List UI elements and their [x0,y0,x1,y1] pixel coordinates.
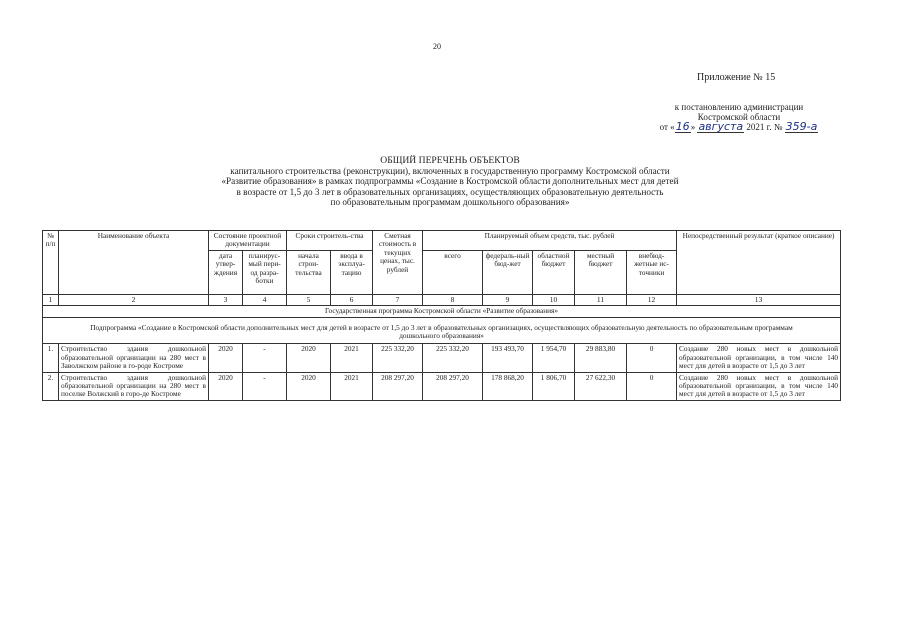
col-num-5: 5 [287,294,331,305]
col-num-6: 6 [331,294,373,305]
header-planned-funds: Планируемый объем средств, тыс. рублей [423,231,677,251]
row-total: 208 297,20 [423,372,483,400]
header-local: местный бюджет [575,250,627,294]
row-start: 2020 [287,344,331,372]
header-federal: федераль-ный бюд-жет [483,250,533,294]
row-federal: 178 868,20 [483,372,533,400]
program-title: Государственная программа Костромской области «Развитие образования» [43,306,841,317]
title-line-5: по образовательным программам дошкольного образования» [330,196,570,207]
row-start: 2020 [287,372,331,400]
header-build-terms: Сроки строитель-ства [287,231,373,251]
header-approval-date: дата утвер-ждения [209,250,243,294]
title-line-2: капитального строительства (реконструкции), включенных в государственную программу Костромской области [230,166,670,177]
header-row-1 [43,231,841,251]
row-commission: 2021 [331,372,373,400]
row-result: Создание 280 новых мест в дошкольной образовательной организации, в том числе 140 мест для детей в возрасте от 1,5 до 3 лет [677,372,841,400]
row-object-name: Строительство здания дошкольной образовательной организации на 280 мест в Заволжском районе в го-роде Костроме [59,344,209,372]
row-commission: 2021 [331,344,373,372]
col-num-1: 1 [43,294,59,305]
document-title [150,156,750,207]
table-row [43,372,841,400]
row-num: 1. [43,344,59,372]
program-row [43,306,841,317]
appendix-label: Приложение № 15 [697,72,776,83]
header-planned-dev: планирус-мый пери-од разра-ботки [243,250,287,294]
row-local: 27 622,30 [575,372,627,400]
row-planned-dev: - [243,372,287,400]
date-prefix: от « [659,122,675,132]
header-result: Непосредственный результат (краткое описание) [677,231,841,295]
col-num-8: 8 [423,294,483,305]
objects-table [42,230,841,401]
date-year: 2021 г. № [744,122,785,132]
row-regional: 1 954,70 [533,344,575,372]
row-federal: 193 493,70 [483,344,533,372]
row-total: 225 332,20 [423,344,483,372]
row-approval-date: 2020 [209,344,243,372]
resolution-reference [650,102,828,133]
doc-number-handwritten: 359-а [785,120,818,133]
row-local: 29 883,80 [575,344,627,372]
col-num-7: 7 [373,294,423,305]
row-planned-dev: - [243,344,287,372]
page-number: 20 [433,42,441,51]
row-regional: 1 806,70 [533,372,575,400]
row-extra: 0 [627,372,677,400]
col-num-10: 10 [533,294,575,305]
column-number-row [43,294,841,305]
date-day-handwritten: 16 [675,120,690,133]
row-cost: 225 332,20 [373,344,423,372]
header-extra: внебюд-жетные ис-точники [627,250,677,294]
col-num-4: 4 [243,294,287,305]
header-estimated-cost: Сметная стоимость в текущих ценах, тыс. рублей [373,231,423,295]
row-cost: 208 297,20 [373,372,423,400]
col-num-13: 13 [677,294,841,305]
header-construction-start: начала строи-тельства [287,250,331,294]
row-approval-date: 2020 [209,372,243,400]
date-mid: » [690,122,698,132]
row-result: Создание 280 новых мест в дошкольной образовательной организации, в том числе 140 мест для детей в возрасте от 1,5 до 3 лет [677,344,841,372]
header-commissioning: ввода в эксплуа-тацию [331,250,373,294]
col-num-12: 12 [627,294,677,305]
row-extra: 0 [627,344,677,372]
header-regional: областной бюджет [533,250,575,294]
col-num-9: 9 [483,294,533,305]
resolution-date-line [650,122,828,133]
date-month-handwritten: августа [698,120,744,133]
col-num-2: 2 [59,294,209,305]
header-design-state: Состояние проектной документации [209,231,287,251]
header-total: всего [423,250,483,294]
header-name: Наименование объекта [59,231,209,295]
title-line-1: ОБЩИЙ ПЕРЕЧЕНЬ ОБЪЕКТОВ [380,155,520,166]
resolution-line-2: Костромской области [697,112,781,122]
col-num-11: 11 [575,294,627,305]
subprogram-row [43,317,841,344]
resolution-line-1: к постановлению администрации [674,102,804,112]
subprogram-title: Подпрограмма «Создание в Костромской области дополнительных мест для детей в возрасте от 1,5 до 3 лет в образовательных организациях, осуществляющих образовательную деятельность по образовательным программам дошкольного образования» [43,317,841,344]
header-num: № п/п [43,231,59,295]
col-num-3: 3 [209,294,243,305]
title-line-4: в возрасте от 1,5 до 3 лет в образовательных организациях, осуществляющих образовательную деятельность [236,186,664,197]
row-object-name: Строительство здания дошкольной образовательной организации на 280 мест в поселке Волжский в горо-де Костроме [59,372,209,400]
table-row [43,344,841,372]
row-num: 2. [43,372,59,400]
title-line-3: «Развитие образования» в рамках подпрограммы «Создание в Костромской области дополнительных мест для детей [221,176,679,187]
